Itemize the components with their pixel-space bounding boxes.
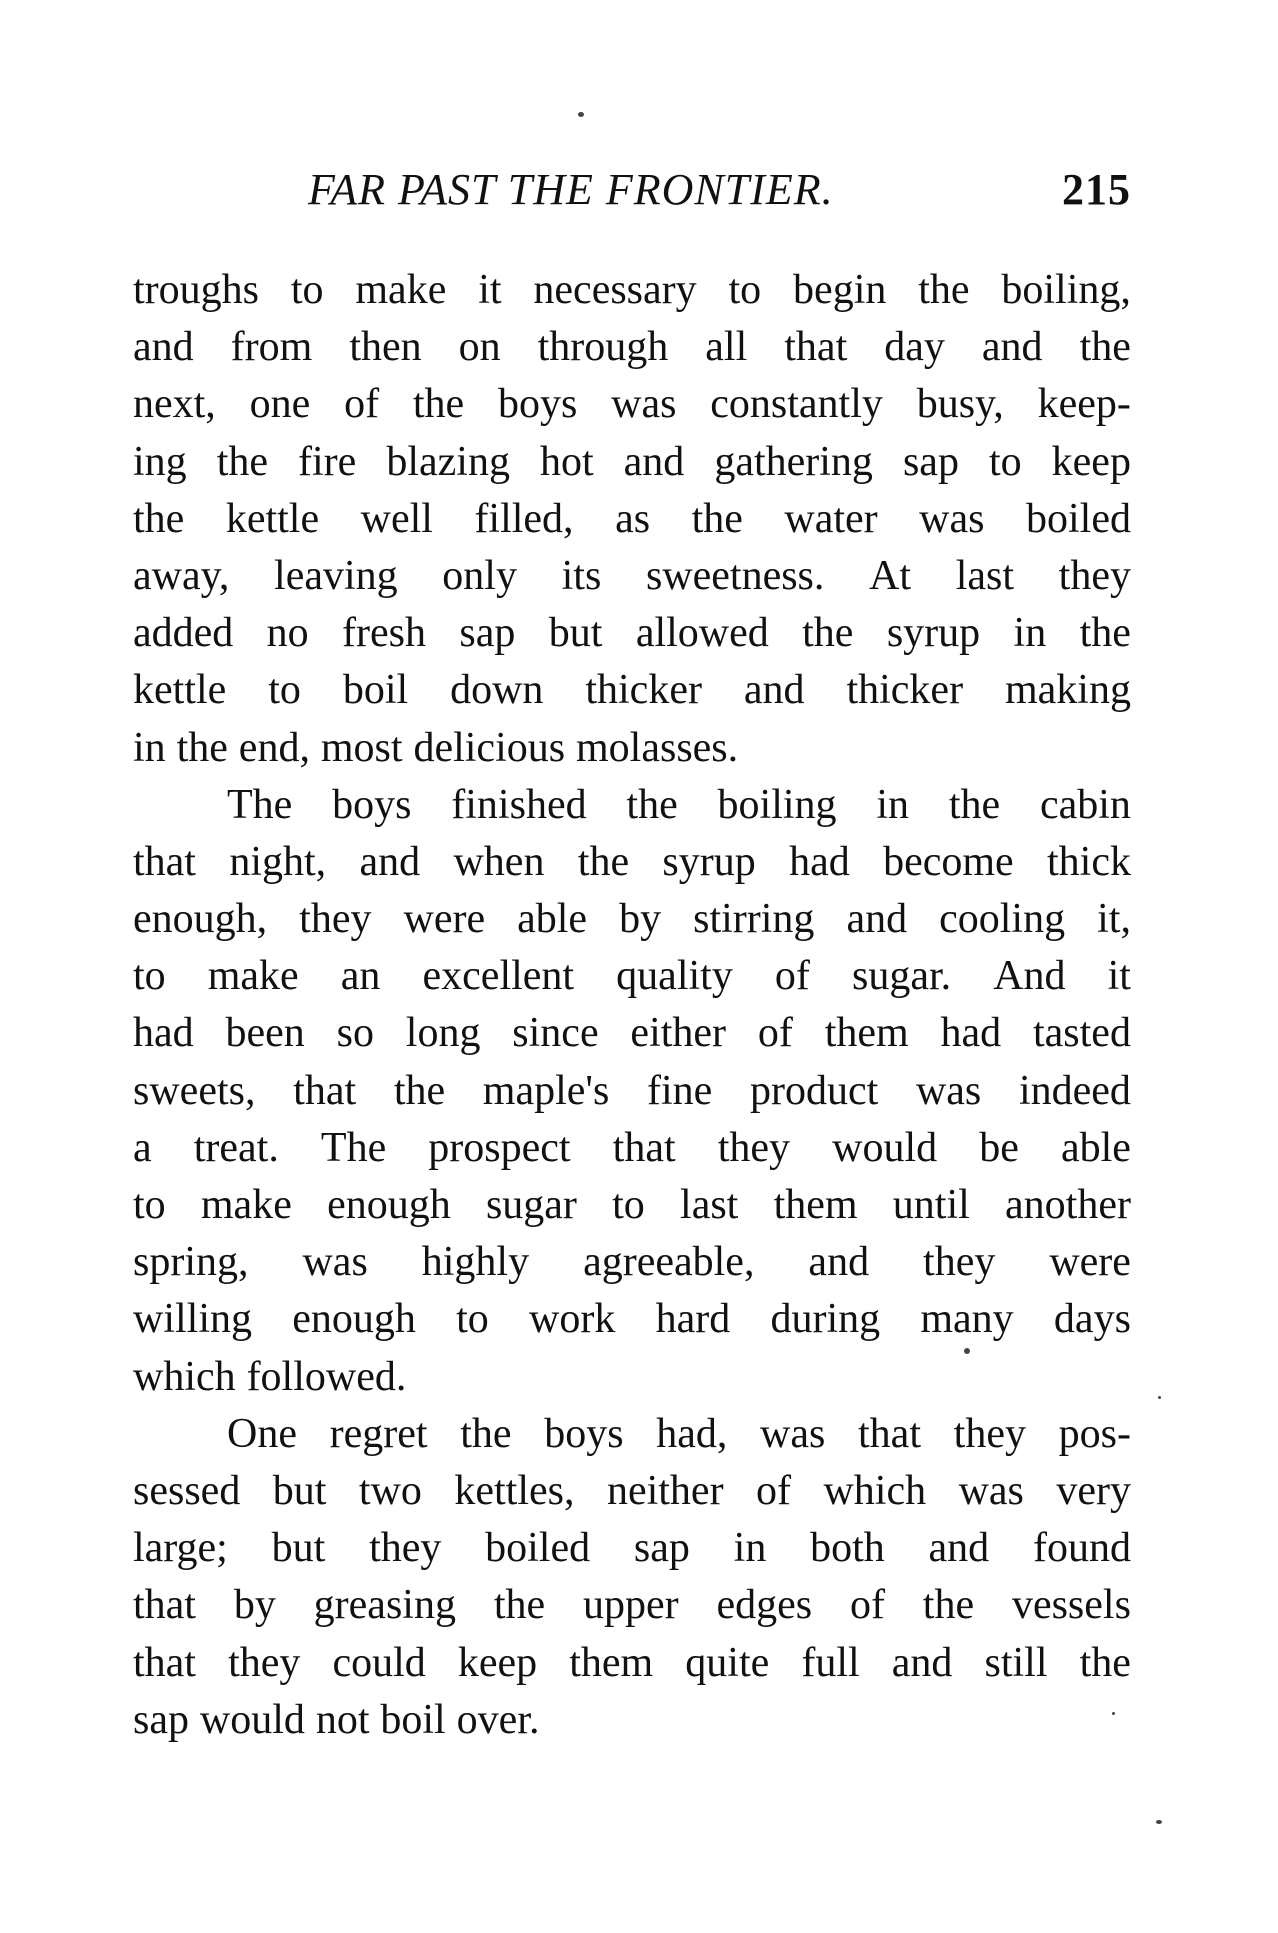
text-line: enough, they were able by stirring and cooling it,	[133, 896, 1131, 943]
text-line: that night, and when the syrup had become thick	[133, 838, 1131, 885]
text-line: willing enough to work hard during many days	[133, 1296, 1131, 1343]
text-line: that by greasing the upper edges of the vessels	[133, 1582, 1131, 1629]
text-line: that they could keep them quite full and still the	[133, 1639, 1131, 1686]
text-line: sap would not boil over.	[133, 1696, 540, 1743]
text-line: the kettle well filled, as the water was boiled	[133, 495, 1131, 542]
text-line: troughs to make it necessary to begin the boiling,	[133, 267, 1131, 313]
paragraph	[133, 1406, 1131, 1749]
text-line: sweets, that the maple's fine product was indeed	[133, 1067, 1131, 1114]
text-line: spring, was highly agreeable, and they were	[133, 1239, 1131, 1286]
scan-speck	[1158, 1396, 1161, 1399]
running-head	[308, 160, 1131, 220]
text-line: sessed but two kettles, neither of which was very	[133, 1467, 1131, 1514]
text-line: The boys finished the boiling in the cabin	[227, 781, 1131, 828]
paragraph	[133, 777, 1131, 1406]
text-line: One regret the boys had, was that they pos-	[227, 1410, 1131, 1457]
text-line: kettle to boil down thicker and thicker making	[133, 667, 1131, 714]
text-line: in the end, most delicious molasses.	[133, 724, 739, 771]
body-text	[133, 262, 1131, 1749]
text-line: added no fresh sap but allowed the syrup in the	[133, 610, 1131, 657]
text-line: a treat. The prospect that they would be able	[133, 1124, 1131, 1171]
text-line: which followed.	[133, 1353, 407, 1400]
page-number: 215	[1062, 165, 1131, 214]
scan-speck	[1112, 1712, 1115, 1715]
scan-speck	[1156, 1820, 1162, 1824]
text-line: ing the fire blazing hot and gathering sap to keep	[133, 438, 1131, 485]
text-line: away, leaving only its sweetness. At last they	[133, 552, 1131, 599]
text-line: next, one of the boys was constantly busy, keep-	[133, 381, 1131, 428]
scan-speck	[964, 1348, 970, 1354]
text-line: to make an excellent quality of sugar. And it	[133, 953, 1131, 1000]
scan-speck	[578, 112, 584, 117]
text-line: had been so long since either of them had tasted	[133, 1010, 1131, 1057]
text-line: and from then on through all that day and the	[133, 324, 1131, 371]
running-head-title: FAR PAST THE FRONTIER.	[308, 165, 834, 214]
text-line: to make enough sugar to last them until another	[133, 1182, 1131, 1228]
text-line: large; but they boiled sap in both and found	[133, 1525, 1131, 1572]
paragraph	[133, 262, 1131, 777]
